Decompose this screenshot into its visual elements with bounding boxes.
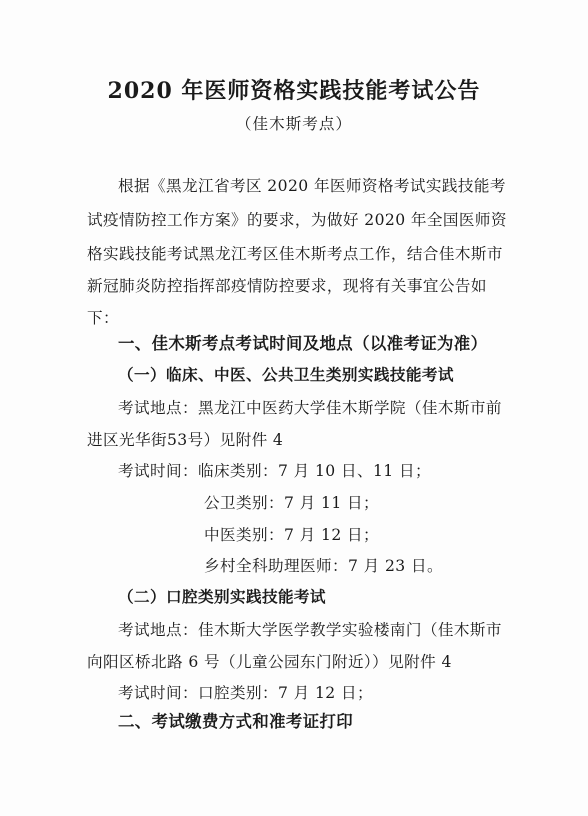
section-1-heading: 一、佳木斯考点考试时间及地点（以准考证为准） [118,334,488,353]
sub-1-location-line-1: 考试地点：黑龙江中医药大学佳木斯学院（佳木斯市前 [118,399,502,417]
sub-2-location-line-2: 向阳区桥北路 6 号（儿童公园东门附近））见附件 4 [87,653,452,671]
document-title: 2020 年医师资格实践技能考试公告 [107,78,481,104]
document-subtitle: （佳木斯考点） [235,115,353,133]
section-2-heading: 二、考试缴费方式和准考证打印 [118,712,354,731]
sub-1-time-line-4: 乡村全科助理医师：7 月 23 日。 [204,557,443,575]
sub-2-location-line-1: 考试地点：佳木斯大学医学教学实验楼南门（佳木斯市 [118,621,502,639]
sub-1-location-line-2: 进区光华街53号）见附件 4 [87,431,284,449]
sub-1-time-line-1: 考试时间：临床类别：7 月 10 日、11 日； [118,462,431,480]
intro-line-3: 格实践技能考试黑龙江考区佳木斯考点工作，结合佳木斯市 [87,245,503,263]
intro-line-2: 试疫情防控工作方案》的要求，为做好 2020 年全国医师资 [87,211,507,229]
intro-line-4: 新冠肺炎防控指挥部疫情防控要求，现将有关事宜公告如 [87,277,487,295]
sub-2-time-line-1: 考试时间：口腔类别：7 月 12 日； [118,684,373,702]
sub-1-time-line-2: 公卫类别：7 月 11 日； [204,494,379,512]
intro-line-1: 根据《黑龙江省考区 2020 年医师资格考试实践技能考 [118,177,506,195]
section-1-sub-1-heading: （一）临床、中医、公共卫生类别实践技能考试 [118,366,454,384]
intro-line-5: 下： [87,309,119,327]
section-1-sub-2-heading: （二）口腔类别实践技能考试 [118,588,326,606]
sub-1-time-line-3: 中医类别：7 月 12 日； [204,526,379,544]
